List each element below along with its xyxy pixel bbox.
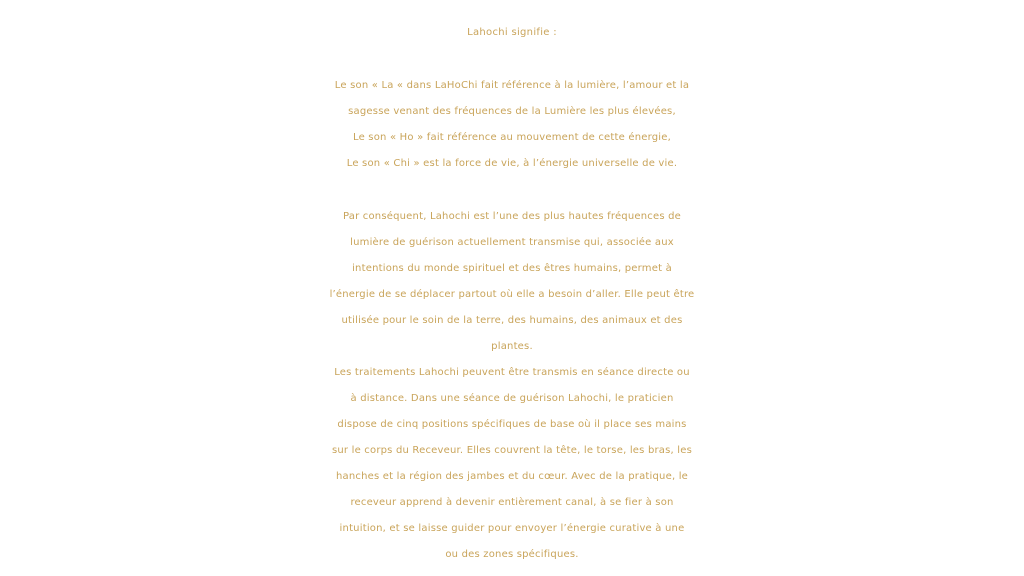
text-line: intuition, et se laisse guider pour envoyer l’énergie curative à une [339,523,685,534]
text-line: sagesse venant des fréquences de la Lumière les plus élevées, [348,106,676,117]
text-line: ou des zones spécifiques. [445,549,579,560]
text-line: receveur apprend à devenir entièrement canal, à se fier à son [350,497,674,508]
text-line: intentions du monde spirituel et des êtres humains, permet à [352,263,672,274]
text-line: Les traitements Lahochi peuvent être transmis en séance directe ou [334,367,690,378]
text-line: Par conséquent, Lahochi est l’une des plus hautes fréquences de [342,211,682,222]
document-title: Lahochi signifie : [467,27,557,38]
text-line: à distance. Dans une séance de guérison Lahochi, le praticien [350,393,674,404]
text-line: Le son « Ho » fait référence au mouvement de cette énergie, [352,132,671,143]
text-line: sur le corps du Receveur. Elles couvrent la tête, le torse, les bras, les [331,445,693,456]
text-line: hanches et la région des jambes et du cœur. Avec de la pratique, le [335,471,689,482]
text-line: plantes. [491,341,533,352]
text-line: l’énergie de se déplacer partout où elle a besoin d’aller. Elle peut être [329,289,695,300]
text-line: utilisée pour le soin de la terre, des humains, des animaux et des [341,315,683,326]
text-line: Le son « La « dans LaHoChi fait référence à la lumière, l’amour et la [334,80,690,91]
text-line: lumière de guérison actuellement transmise qui, associée aux [350,237,674,248]
text-line: Le son « Chi » est la force de vie, à l’énergie universelle de vie. [346,158,678,169]
text-line: dispose de cinq positions spécifiques de base où il place ses mains [337,419,687,430]
